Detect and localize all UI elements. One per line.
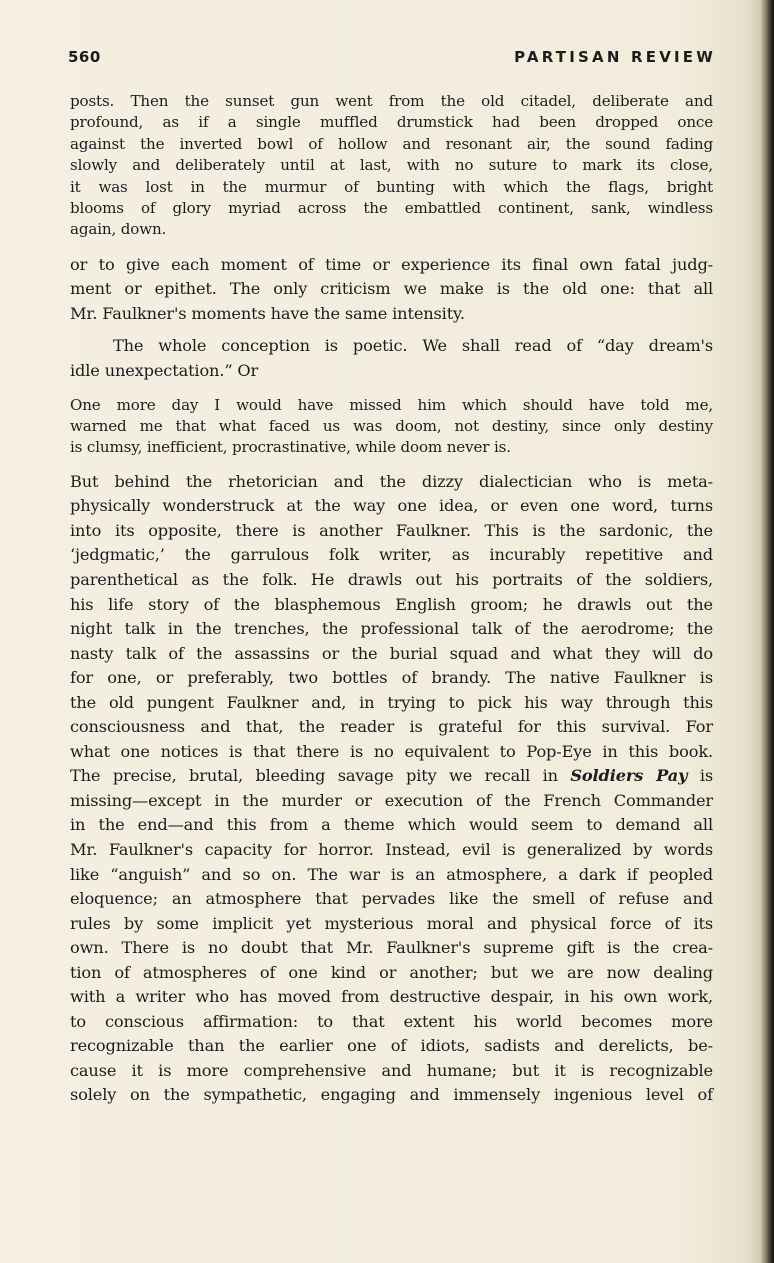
text-line: But behind the rhetorician and the dizzy dialectician who is meta- [70,471,713,491]
text-line: solely on the sympathetic, engaging and immensely ingenious level of [70,1085,713,1105]
text-line: or to give each moment of time or experience its final own fatal judg- [70,254,713,274]
quote-line: is clumsy, inefficient, procrastinative, while doom never is. [70,438,511,457]
text-line: nasty talk of the assassins or the burial squad and what they will do [70,643,713,663]
text-line: like “anguish” and so on. The war is an atmosphere, a dark if peopled [70,864,713,884]
paragraph-poetic [70,334,713,383]
block-quote-sunset-gun [70,91,713,241]
binding-shadow [760,0,774,1263]
text-line: physically wonderstruck at the way one idea, or even one word, turns [70,496,713,516]
text-line: recognizable than the earlier one of idiots, sadists and derelicts, be- [70,1036,713,1056]
text-line: cause it is more comprehensive and humane; but it is recognizable [70,1060,713,1080]
quote-line: blooms of glory myriad across the embattled continent, sank, windless [70,199,713,218]
page-number: 560 [68,48,101,66]
quote-line: warned me that what faced us was doom, not destiny, since only destiny [70,416,713,435]
text-line: ment or epithet. The only criticism we make is the old one: that all [70,279,713,299]
text-line: his life story of the blasphemous English groom; he drawls out the [70,594,713,614]
text-line: ‘jedgmatic,’ the garrulous folk writer, as incurably repetitive and [70,545,713,565]
quote-line: One more day I would have missed him which should have told me, [70,395,713,414]
quote-line: posts. Then the sunset gun went from the old citadel, deliberate and [70,92,713,110]
text-line: The whole conception is poetic. We shall read of “day dream's [113,336,713,356]
quote-line: again, down. [70,220,167,239]
text-line: rules by some implicit yet mysterious moral and physical force of its [70,913,713,933]
text-fragment: is [699,766,714,786]
text-fragment: The precise, brutal, bleeding savage pity we recall in [70,766,558,786]
text-line: eloquence; an atmosphere that pervades like the smell of refuse and [70,889,713,909]
text-line: parenthetical as the folk. He drawls out his portraits of the soldiers, [70,569,713,589]
text-line: own. There is no doubt that Mr. Faulkner's supreme gift is the crea- [70,938,713,958]
paragraph-rhetorician [70,470,713,1108]
article-body [70,91,713,1108]
text-line: with a writer who has moved from destructive despair, in his own work, [70,987,713,1007]
text-line: night talk in the trenches, the professional talk of the aerodrome; the [70,619,713,639]
text-line: in the end—and this from a theme which would seem to demand all [70,815,713,835]
text-line: consciousness and that, the reader is grateful for this survival. For [70,717,713,737]
quote-line: slowly and deliberately until at last, with no suture to mark its close, [70,156,713,175]
journal-title: PARTISAN REVIEW [514,48,716,66]
text-line: what one notices is that there is no equivalent to Pop-Eye in this book. [70,741,713,761]
text-line: into its opposite, there is another Faulkner. This is the sardonic, the [70,520,713,540]
text-line-with-title [70,764,713,789]
quote-line: against the inverted bowl of hollow and resonant air, the sound fading [70,134,713,153]
text-line: the old pungent Faulkner and, in trying to pick his way through this [70,692,713,712]
quote-line: it was lost in the murmur of bunting with which the flags, bright [70,177,713,196]
book-title-italic: Soldiers Pay [570,766,688,786]
running-header [68,48,716,72]
quote-line: profound, as if a single muffled drumstick had been dropped once [70,113,713,132]
text-line: Mr. Faulkner's moments have the same intensity. [70,303,465,323]
text-line: for one, or preferably, two bottles of brandy. The native Faulkner is [70,668,713,688]
block-quote-doom [70,395,713,459]
text-line: tion of atmospheres of one kind or another; but we are now dealing [70,962,713,982]
text-line: to conscious affirmation: to that extent his world becomes more [70,1011,713,1031]
paragraph-epithet [70,253,713,327]
text-line: Mr. Faulkner's capacity for horror. Instead, evil is generalized by words [70,840,713,859]
text-line: missing—except in the murder or execution of the French Commander [70,790,713,810]
text-line: idle unexpectation.” Or [70,361,259,381]
